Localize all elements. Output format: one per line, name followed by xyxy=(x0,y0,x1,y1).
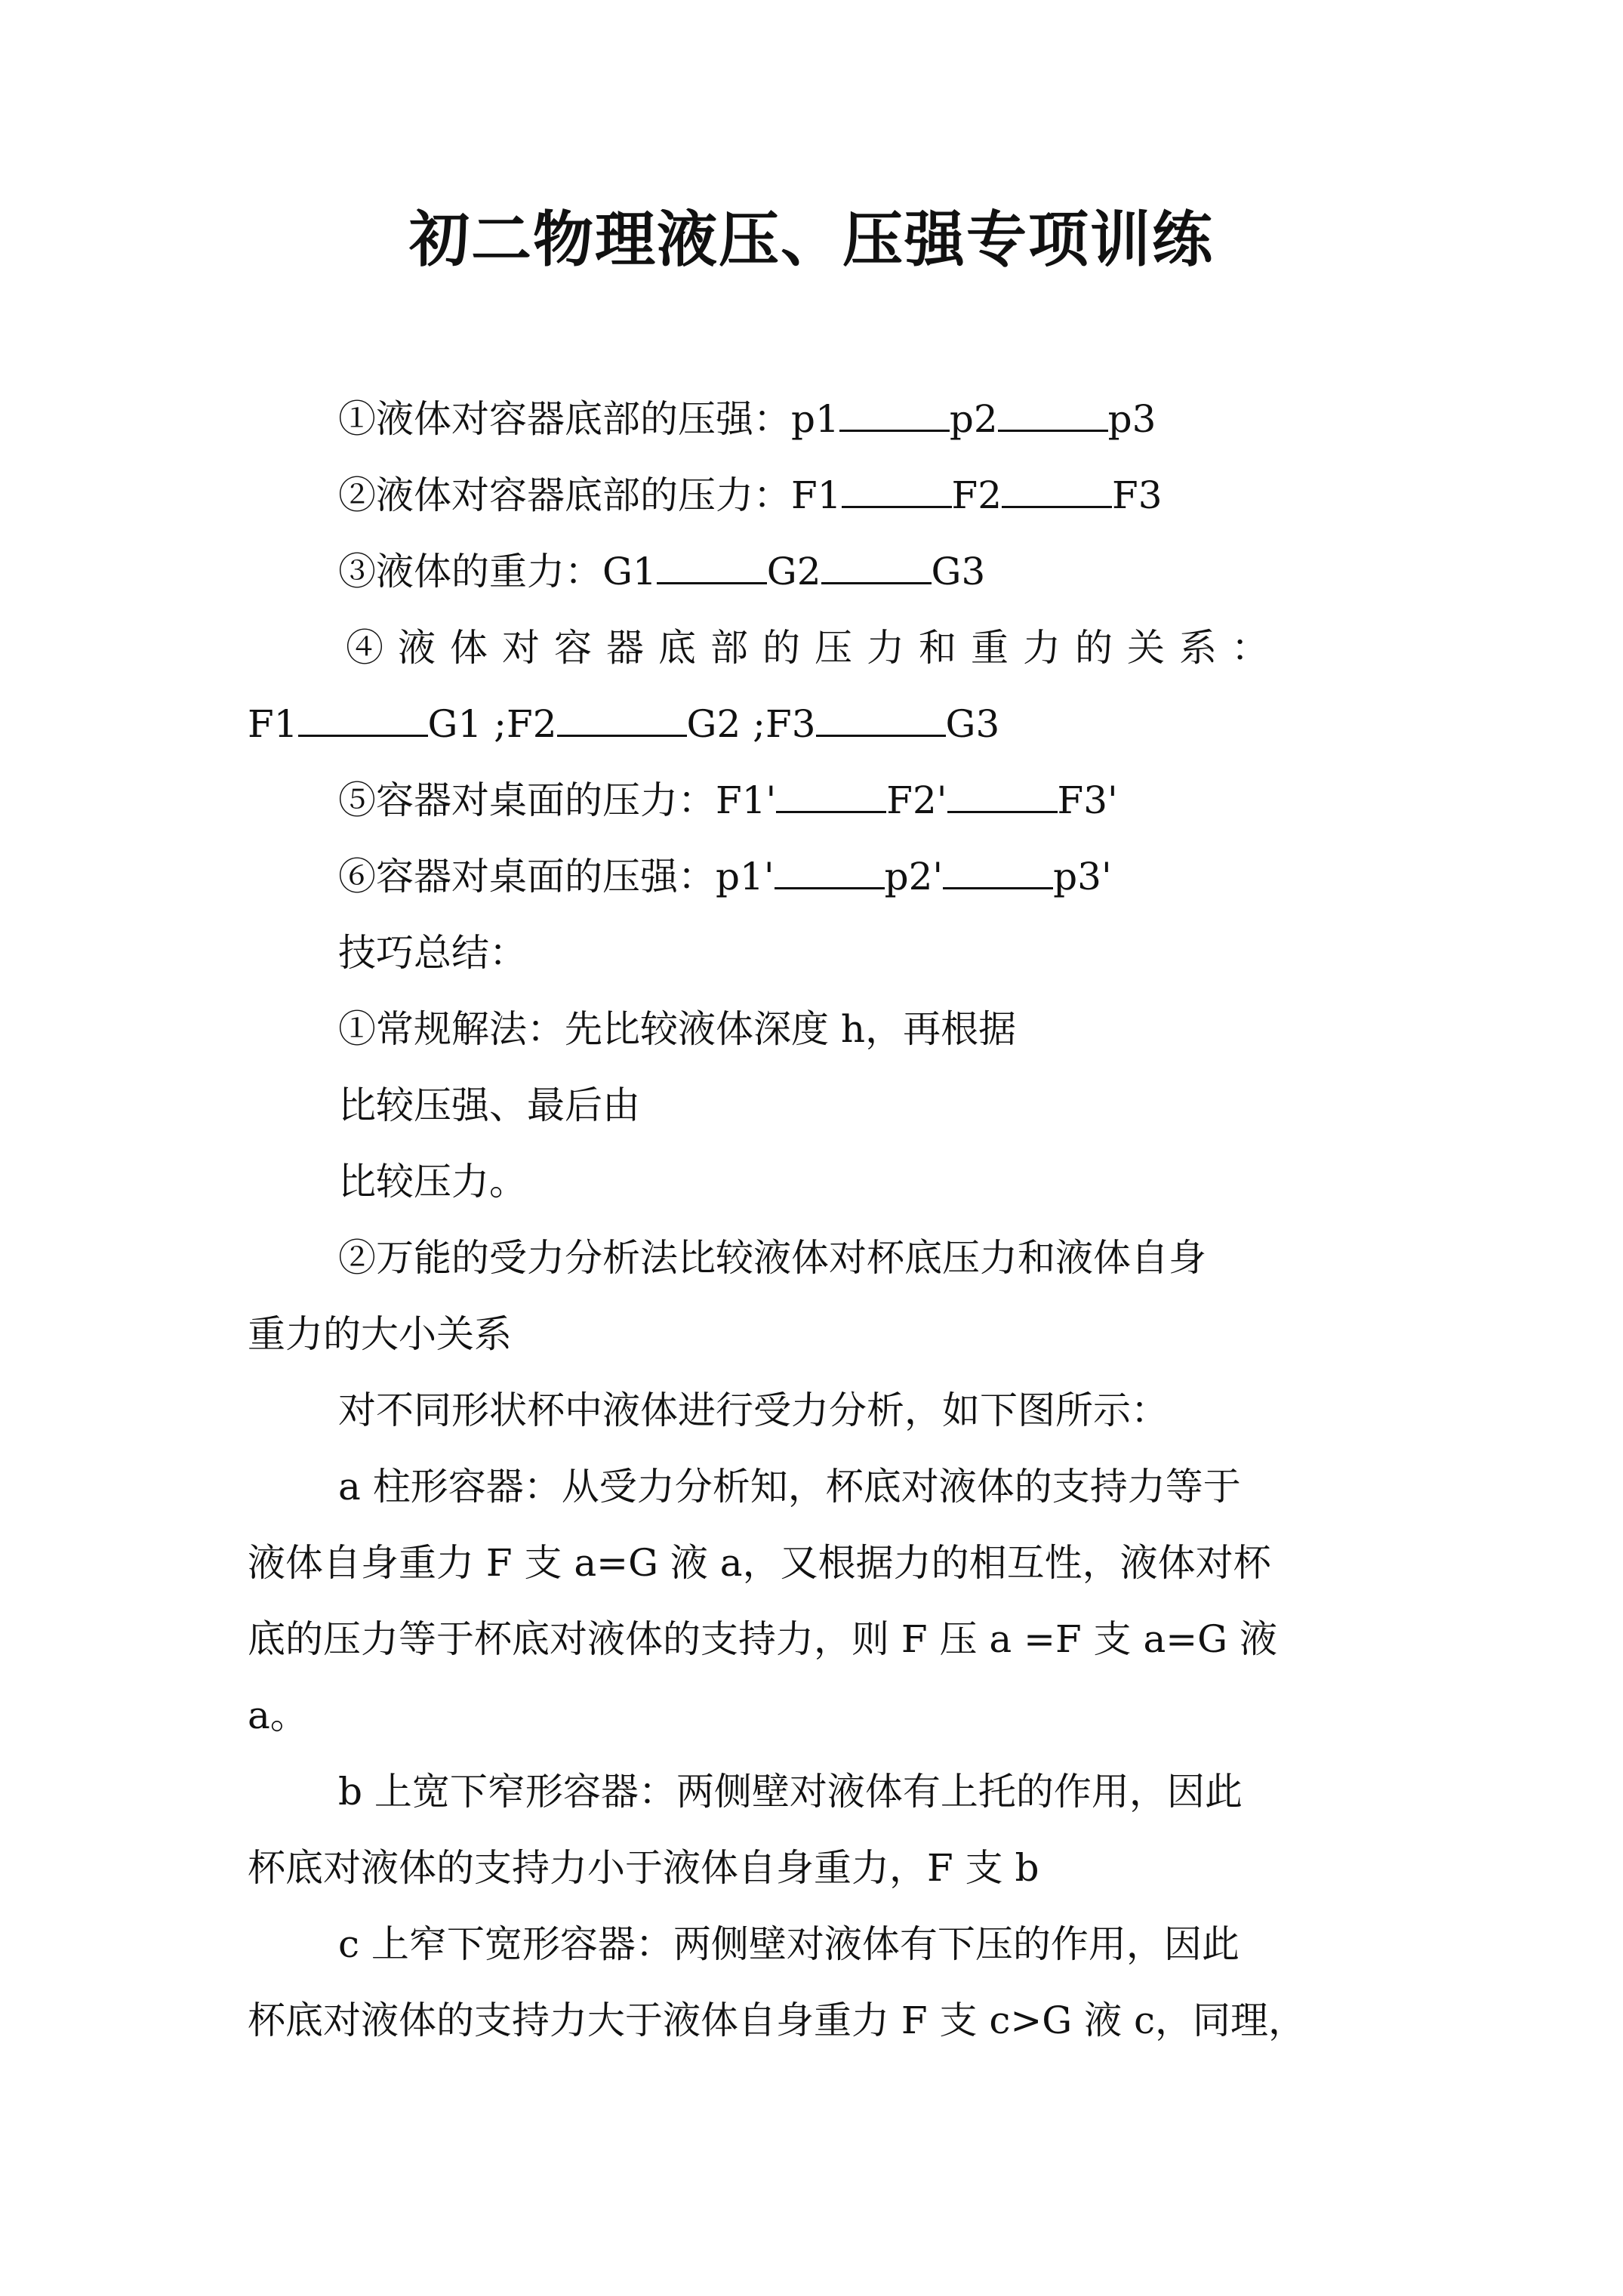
document-body xyxy=(248,381,1380,2059)
question-5: ⑤容器对桌面的压力：F1' F2' F3' xyxy=(338,778,1118,822)
answer-blank xyxy=(821,556,932,584)
question-3-label: ③液体的重力： xyxy=(338,550,602,593)
answer-blank xyxy=(557,709,687,737)
answer-blank xyxy=(839,404,950,432)
document-title: 初二物理液压、压强专项训练 xyxy=(409,204,1214,275)
case-a-line-2: 液体自身重力 F 支 a=G 液 a，又根据力的相互性，液体对杯 xyxy=(248,1541,1271,1585)
answer-blank xyxy=(776,785,886,813)
answer-blank xyxy=(842,480,952,508)
case-c-line-1: c 上窄下宽形容器：两侧壁对液体有下压的作用，因此 xyxy=(338,1922,1240,1966)
answer-blank xyxy=(816,709,946,737)
case-b-line-1: b 上宽下窄形容器：两侧壁对液体有上托的作用，因此 xyxy=(338,1770,1243,1814)
question-2-label: ②液体对容器底部的压力： xyxy=(338,473,791,517)
answer-blank xyxy=(998,404,1108,432)
question-6-label: ⑥容器对桌面的压强： xyxy=(338,855,716,898)
question-1: ①液体对容器底部的压强：p1 p2 p3 xyxy=(338,397,1156,441)
question-1-label: ①液体对容器底部的压强： xyxy=(338,397,791,441)
method-1-line-3: 比较压力。 xyxy=(338,1160,527,1203)
question-3: ③液体的重力：G1 G2 G3 xyxy=(338,550,986,593)
question-4-answers: F1 G1 ;F2 G2 ;F3 G3 xyxy=(248,702,1000,746)
analysis-intro: 对不同形状杯中液体进行受力分析，如下图所示： xyxy=(338,1388,1169,1432)
method-2-line-2: 重力的大小关系 xyxy=(248,1312,512,1356)
case-a-line-3: 底的压力等于杯底对液体的支持力，则 F 压 a =F 支 a=G 液 xyxy=(248,1617,1277,1661)
question-6: ⑥容器对桌面的压强：p1' p2' p3' xyxy=(338,855,1112,898)
case-b-line-2: 杯底对液体的支持力小于液体自身重力，F 支 b xyxy=(248,1846,1039,1890)
answer-blank xyxy=(947,785,1058,813)
summary-heading: 技巧总结： xyxy=(338,931,527,975)
method-1-line-1: ①常规解法：先比较液体深度 h，再根据 xyxy=(338,1007,1017,1051)
case-a-line-4: a。 xyxy=(248,1693,308,1737)
case-c-line-2: 杯底对液体的支持力大于液体自身重力 F 支 c>G 液 c，同理， xyxy=(248,1999,1307,2042)
question-5-label: ⑤容器对桌面的压力： xyxy=(338,778,716,822)
question-2: ②液体对容器底部的压力：F1 F2 F3 xyxy=(338,473,1163,517)
answer-blank xyxy=(657,556,767,584)
method-1-line-2: 比较压强、最后由 xyxy=(338,1083,640,1127)
answer-blank xyxy=(775,861,885,889)
case-a-line-1: a 柱形容器：从受力分析知，杯底对液体的支持力等于 xyxy=(338,1465,1241,1509)
method-2-line-1: ②万能的受力分析法比较液体对杯底压力和液体自身 xyxy=(338,1236,1206,1280)
answer-blank xyxy=(298,709,428,737)
question-4-label: ④液体对容器底部的压力和重力的关系： xyxy=(346,626,1283,670)
answer-blank xyxy=(1002,480,1112,508)
answer-blank xyxy=(943,861,1053,889)
